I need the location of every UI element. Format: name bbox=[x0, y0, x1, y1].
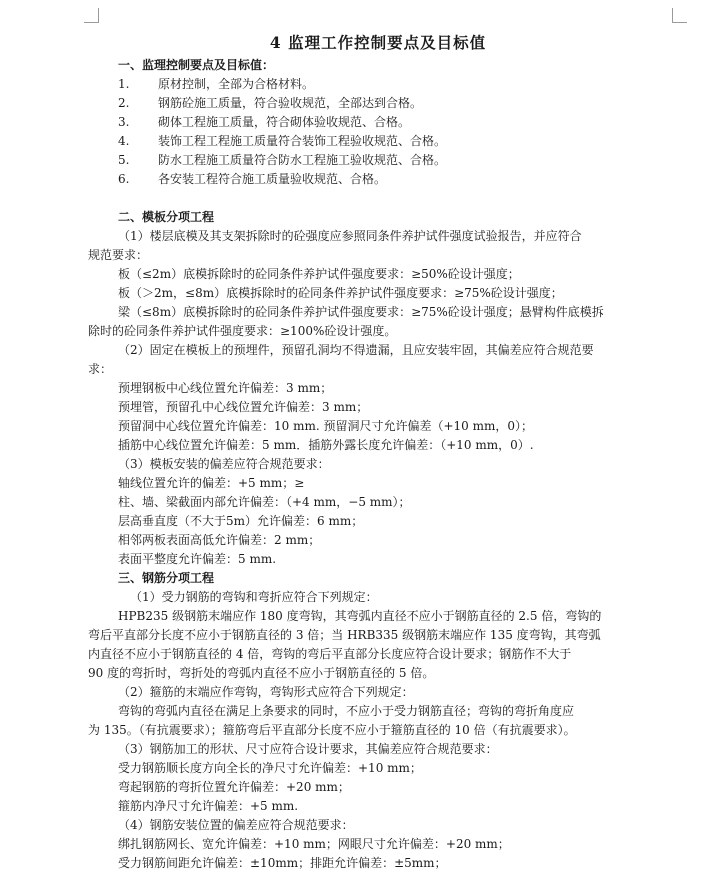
spacer bbox=[88, 189, 668, 208]
section-heading-3: 三、钢筋分项工程 bbox=[118, 571, 215, 585]
section-heading-1: 一、监理控制要点及目标值： bbox=[118, 58, 275, 72]
paragraph-line: 表面平整度允许偏差：5 mm. bbox=[118, 552, 277, 566]
paragraph-line: 梁（≤8m）底模拆除时的砼同条件养护试件强度要求：≥75%砼设计强度；悬臂构件底模拆 bbox=[118, 305, 604, 319]
list-item: 4. 装饰工程工程施工质量符合装饰工程验收规范、合格。 bbox=[118, 134, 447, 148]
paragraph-line: 相邻两板表面高低允许偏差：2 mm； bbox=[118, 533, 321, 547]
paragraph-line: 为 135。（有抗震要求）；箍筋弯后平直部分长度不应小于箍筋直径的 10 倍（有抗震要求）。 bbox=[88, 723, 576, 737]
document-page bbox=[88, 30, 668, 873]
paragraph-line: 柱、墙、梁截面内部允许偏差：（+4 mm，−5 mm）； bbox=[118, 495, 411, 509]
paragraph-line: 弯后平直部分长度不应小于钢筋直径的 3 倍；当 HRB335 级钢筋末端应作 135 度弯钩，其弯弧 bbox=[88, 628, 601, 642]
paragraph-line: 绑扎钢筋网长、宽允许偏差：+10 mm；网眼尺寸允许偏差：+20 mm； bbox=[118, 837, 510, 851]
paragraph-line: （2）固定在模板上的预埋件，预留孔洞均不得遗漏，且应安装牢固，其偏差应符合规范要 bbox=[118, 343, 594, 357]
paragraph-line: （4）钢筋安装位置的偏差应符合规范要求： bbox=[118, 818, 354, 832]
paragraph-line: 弯起钢筋的弯折位置允许偏差：+20 mm； bbox=[118, 780, 350, 794]
paragraph-line: 箍筋内净尺寸允许偏差：+5 mm. bbox=[118, 799, 299, 813]
paragraph-line: 板（≤2m）底模拆除时的砼同条件养护试件强度要求：≥50%砼设计强度； bbox=[118, 267, 520, 281]
paragraph-line: （1）受力钢筋的弯钩和弯折应符合下列规定： bbox=[130, 590, 378, 604]
paragraph-line: 内直径不应小于钢筋直径的 4 倍，弯钩的弯后平直部分长度应符合设计要求；钢筋作不大于 bbox=[88, 647, 572, 661]
paragraph-line: 受力钢筋顺长度方向全长的净尺寸允许偏差：+10 mm； bbox=[118, 761, 422, 775]
list-item: 2. 钢筋砼施工质量，符合验收规范，全部达到合格。 bbox=[118, 96, 423, 110]
paragraph-line: 层高垂直度（不大于5m）允许偏差：6 mm； bbox=[118, 514, 364, 528]
list-item: 1. 原材控制，全部为合格材料。 bbox=[118, 77, 315, 91]
paragraph-line: 弯钩的弯弧内直径在满足上条要求的同时，不应小于受力钢筋直径；弯钩的弯折角度应 bbox=[118, 704, 575, 718]
page-title: 4 监理工作控制要点及目标值 bbox=[269, 33, 487, 52]
list-item: 3. 砌体工程施工质量，符合砌体验收规范、合格。 bbox=[118, 115, 411, 129]
paragraph-line: 插筋中心线位置允许偏差：5 mm．插筋外露长度允许偏差：（+10 mm，0）. bbox=[118, 438, 534, 452]
paragraph-line: 90 度的弯折时，弯折处的弯弧内直径不应小于钢筋直径的 5 倍。 bbox=[88, 666, 435, 680]
paragraph-line: 预埋管，预留孔中心线位置允许偏差：3 mm； bbox=[118, 400, 369, 414]
paragraph-line: （2）箍筋的末端应作弯钩，弯钩形式应符合下列规定： bbox=[118, 685, 414, 699]
paragraph-line: （3）模板安装的偏差应符合规范要求： bbox=[118, 457, 330, 471]
paragraph-line: HPB235 级钢筋末端应作 180 度弯钩，其弯弧内直径不应小于钢筋直径的 2.5 倍，弯钩的 bbox=[118, 609, 602, 623]
paragraph-line: （3）钢筋加工的形状、尺寸应符合设计要求，其偏差应符合规范要求： bbox=[118, 742, 498, 756]
list-item: 5. 防水工程施工质量符合防水工程施工验收规范、合格。 bbox=[118, 153, 447, 167]
page-corner-mark-left bbox=[84, 8, 99, 23]
paragraph-line: 除时的砼同条件养护试件强度要求：≥100%砼设计强度。 bbox=[88, 324, 397, 338]
paragraph-line: 板（＞2m，≤8m）底模拆除时的砼同条件养护试件强度要求：≥75%砼设计强度； bbox=[118, 286, 563, 300]
paragraph-line: （1）楼层底模及其支架拆除时的砼强度应参照同条件养护试件强度试验报告，并应符合 bbox=[118, 229, 582, 243]
page-corner-mark-right bbox=[672, 8, 687, 23]
paragraph-line: 规范要求： bbox=[88, 248, 149, 262]
paragraph-line: 轴线位置允许的偏差：+5 mm；≥ bbox=[118, 476, 305, 490]
paragraph-line: 预留洞中心线位置允许偏差：10 mm. 预留洞尺寸允许偏差（+10 mm，0）； bbox=[118, 419, 534, 433]
paragraph-line: 求： bbox=[88, 362, 113, 376]
list-item: 6. 各安装工程符合施工质量验收规范、合格。 bbox=[118, 172, 387, 186]
section-heading-2: 二、模板分项工程 bbox=[118, 210, 215, 224]
paragraph-line: 受力钢筋间距允许偏差：±10mm；排距允许偏差：±5mm； bbox=[118, 856, 447, 870]
paragraph-line: 预埋钢板中心线位置允许偏差：3 mm； bbox=[118, 381, 333, 395]
